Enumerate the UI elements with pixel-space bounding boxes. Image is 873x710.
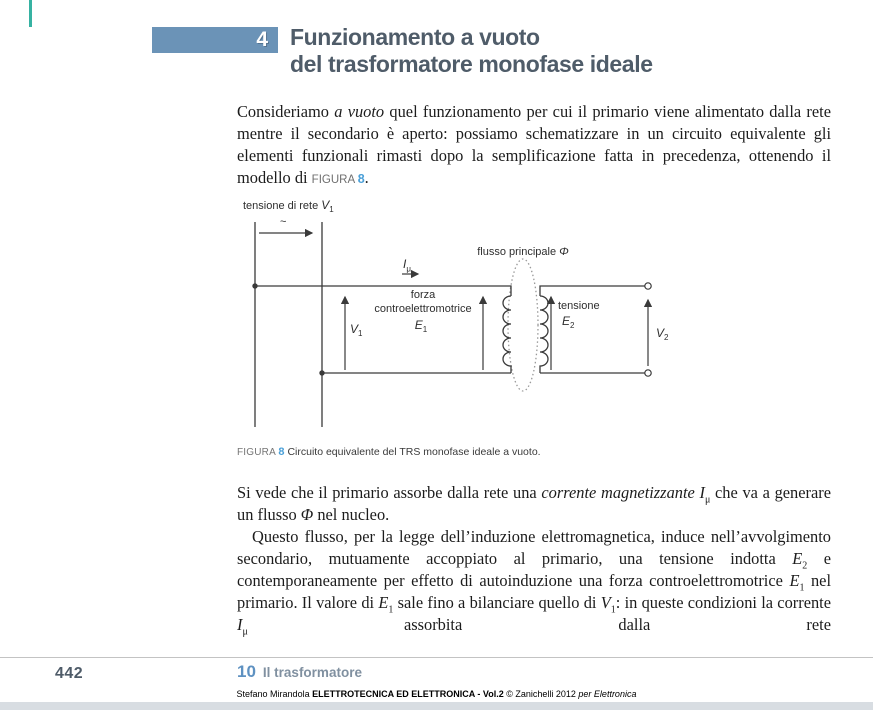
label-e1: $E_1$ bbox=[414, 318, 428, 334]
label-tensione-e2: tensione bbox=[558, 300, 600, 312]
credit-series: per Elettronica bbox=[578, 689, 637, 699]
primary-winding-coil bbox=[503, 296, 511, 373]
label-forza-line1: forza bbox=[410, 289, 436, 301]
section-number: 4 bbox=[256, 28, 268, 51]
label-e2: $E_2$ bbox=[562, 314, 575, 330]
primary-top-wire bbox=[255, 286, 511, 296]
text-run: nel nucleo. bbox=[313, 505, 390, 524]
label-flusso-principale: flusso principale Φ bbox=[477, 246, 569, 258]
teal-crop-mark bbox=[29, 0, 32, 27]
label-tilde: ~ bbox=[280, 216, 287, 228]
chapter-heading bbox=[237, 662, 362, 682]
text-run: Consideriamo bbox=[237, 102, 335, 121]
label-forza-line2: controelettromotrice bbox=[374, 303, 472, 315]
text-run: : in queste condizioni la corrente bbox=[615, 593, 831, 612]
secondary-top-wire bbox=[540, 286, 645, 296]
section-title-line2: del trasformatore monofase ideale bbox=[290, 51, 653, 77]
subscript: 2 bbox=[802, 560, 808, 572]
bottom-color-bar bbox=[0, 702, 873, 710]
text-run: Si vede che il primario assorbe dalla rete una bbox=[237, 483, 542, 502]
italic-run: corrente magnetizzante I bbox=[541, 483, 705, 502]
footer-divider bbox=[0, 657, 873, 658]
section-title-line1: Funzionamento a vuoto bbox=[290, 24, 540, 50]
paragraph-induction bbox=[237, 526, 831, 636]
subscript: 1 bbox=[799, 582, 805, 594]
text-run: quel funzionamento per cui il primario viene alimentato dalla rete mentre il secondario è aperto: possiamo schematizzare in un circuito equivalente gli elementi funzionali rimasti dopo la semplificazione fatta in precedenza, ottenendo il modello di bbox=[237, 102, 831, 187]
open-terminal-bottom bbox=[645, 370, 651, 376]
italic-run: a vuoto bbox=[334, 102, 385, 121]
transformer-no-load-circuit-diagram bbox=[235, 193, 675, 443]
variable: E bbox=[789, 571, 800, 590]
label-v1: $V_1$ bbox=[350, 322, 363, 338]
label-imu: $I_\mu$ bbox=[403, 257, 411, 274]
subscript: 1 bbox=[610, 604, 616, 616]
subscript: μ bbox=[242, 626, 248, 638]
text-run: Questo flusso, per la legge dell’induzione elettromagnetica, induce nell’avvolgimento secondario, mutuamente accoppiato al primario, una tensione indotta bbox=[237, 527, 831, 568]
label-v2: $V_2$ bbox=[656, 326, 669, 342]
label-tensione-di-rete: tensione di rete $V_1$ bbox=[243, 198, 334, 214]
paragraph-intro bbox=[237, 101, 831, 191]
credit-author: Stefano Mirandola bbox=[236, 689, 313, 699]
text-run: . bbox=[364, 168, 369, 187]
variable: E bbox=[378, 593, 389, 612]
variable: I bbox=[237, 615, 243, 634]
figure-reference-number: 8 bbox=[357, 172, 365, 186]
node-dot-top bbox=[252, 283, 257, 288]
variable: V bbox=[600, 593, 611, 612]
caption-text: Circuito equivalente del TRS monofase ideale a vuoto. bbox=[284, 446, 541, 458]
text-run: e contemporaneamente per effetto di autoinduzione una forza controelettromotrice bbox=[237, 549, 832, 590]
paragraph-magnetizing-current bbox=[237, 482, 831, 526]
caption-figure-number: 8 bbox=[278, 446, 285, 458]
open-terminal-top bbox=[645, 283, 651, 289]
secondary-winding-coil bbox=[540, 296, 548, 373]
figure-reference: FIGURA bbox=[311, 174, 358, 186]
phi-symbol: Φ bbox=[300, 505, 314, 524]
credit-book-title: ELETTROTECNICA ED ELETTRONICA - Vol.2 bbox=[312, 689, 507, 699]
credit-line bbox=[0, 689, 873, 699]
text-run: nel primario. Il valore di bbox=[237, 571, 831, 612]
text-run: sale fino a bilanciare quello di bbox=[393, 593, 601, 612]
variable: E bbox=[792, 549, 803, 568]
flux-core-ellipse bbox=[508, 259, 538, 391]
section-title bbox=[290, 24, 653, 78]
caption-figura-word: FIGURA bbox=[237, 447, 279, 458]
text-run: che va a generare un flusso bbox=[237, 483, 831, 524]
subscript: μ bbox=[704, 494, 711, 506]
credit-publisher: © Zanichelli 2012 bbox=[506, 689, 579, 699]
section-number-box bbox=[152, 27, 278, 53]
text-run: assorbita dalla rete bbox=[247, 615, 831, 634]
node-dot-bottom bbox=[319, 370, 324, 375]
figure-caption bbox=[237, 446, 541, 458]
supply-rails bbox=[255, 222, 322, 427]
chapter-number: 10 bbox=[237, 662, 256, 681]
page-number: 442 bbox=[55, 665, 84, 682]
chapter-title: Il trasformatore bbox=[262, 665, 362, 680]
subscript: 1 bbox=[388, 604, 394, 616]
